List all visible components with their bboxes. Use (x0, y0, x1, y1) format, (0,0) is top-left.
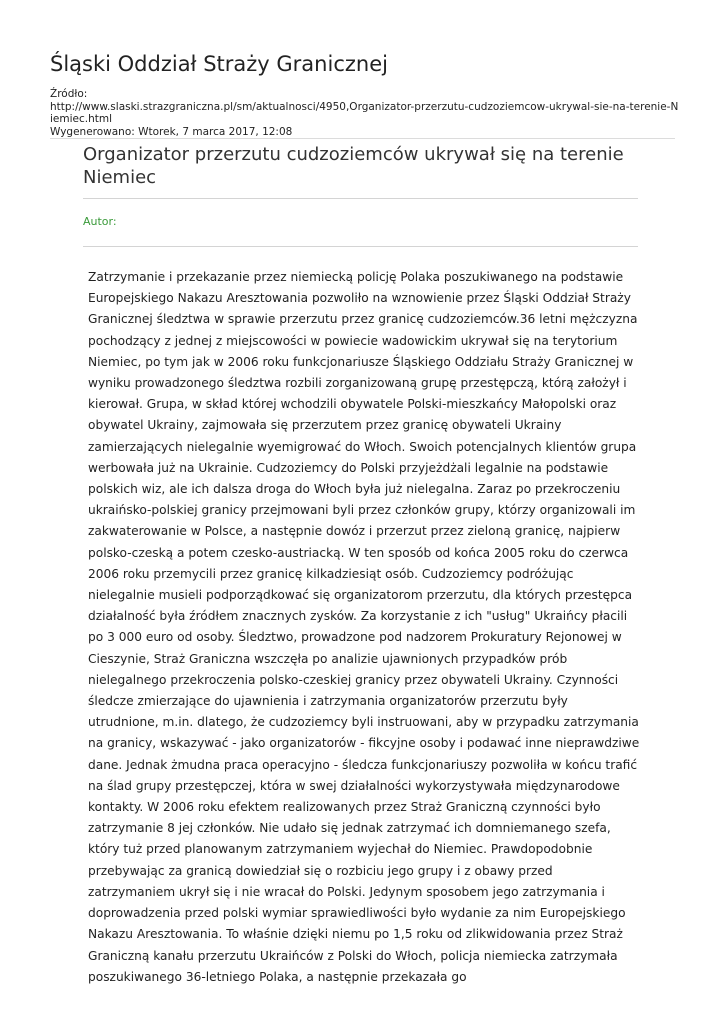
generated-date: Wygenerowano: Wtorek, 7 marca 2017, 12:08 (50, 125, 293, 138)
document-meta (50, 88, 680, 138)
site-title: Śląski Oddział Straży Granicznej (50, 52, 388, 76)
article-title: Organizator przerzutu cudzoziemców ukrywał się na terenie Niemiec (83, 144, 624, 188)
article-body: Zatrzymanie i przekazanie przez niemiecką policję Polaka poszukiwanego na podstawie Europejskiego Nakazu Aresztowania pozwoliło na wznowienie przez Śląski Oddział Straży Granicznej śledztwa w sprawie przerzutu przez granicę cudzoziemców.36 letni mężczyzna pochodzący z jednej z miejscowości w powiecie wadowickim ukrywał się na terytorium Niemiec, po tym jak w 2006 roku funkcjonariusze Śląskiego Oddziału Straży Granicznej w wyniku prowadzonego śledztwa rozbili zorganizowaną grupę przestępczą, którą założył i kierował. Grupa, w skład której wchodzili obywatele Polski-mieszkańcy Małopolski oraz obywatel Ukrainy, zajmowała się przerzutem przez granicę obywateli Ukrainy zamierzających nielegalnie wyemigrować do Włoch. Swoich potencjalnych klientów grupa werbowała już na Ukrainie. Cudzoziemcy do Polski przyjeżdżali legalnie na podstawie polskich wiz, ale ich dalsza droga do Włoch była już nielegalna. Zaraz po przekroczeniu ukraińsko-polskiej granicy przejmowani byli przez członków grupy, którzy organizowali im zakwaterowanie w Polsce, a następnie dowóz i przerzut przez zieloną granicę, najpierw polsko-czeską a potem czesko-austriacką. W ten sposób od końca 2005 roku do czerwca 2006 roku przemycili przez granicę kilkadziesiąt osób. Cudzoziemcy podróżując nielegalnie musieli podporządkować się organizatorom przerzutu, dla których przestępca działalność była źródłem znacznych zysków. Za korzystanie z ich "usług" Ukraińcy płacili po 3 000 euro od osoby. Śledztwo, prowadzone pod nadzorem Prokuratury Rejonowej w Cieszynie, Straż Graniczna wszczęła po analizie ujawnionych przypadków prób nielegalnego przekroczenia polsko-czeskiej granicy przez obywateli Ukrainy. Czynności śledcze zmierzające do ujawnienia i zatrzymania organizatorów przerzutu były utrudnione, m.in. dlatego, że cudzoziemcy byli instruowani, aby w przypadku zatrzymania na granicy, wskazywać - jako organizatorów - fikcyjne osoby i podawać inne nieprawdziwe dane. Jednak żmudna praca operacyjno - śledcza funkcjonariuszy pozwoliła w końcu trafić na ślad grupy przestępczej, która w swej działalności wykorzystywała międzynarodowe kontakty. W 2006 roku efektem realizowanych przez Straż Graniczną czynności było zatrzymanie 8 jej członków. Nie udało się jednak zatrzymać ich domniemanego szefa, który tuż przed planowanym zatrzymaniem wyjechał do Niemiec. Prawdopodobnie przebywając za granicą dowiedział się o rozbiciu jego grupy i z obawy przed zatrzymaniem ukrył się i nie wracał do Polski. Jedynym sposobem jego zatrzymania i doprowadzenia przed polski wymiar sprawiedliwości było wydanie za nim Europejskiego Nakazu Aresztowania. To właśnie dzięki niemu po 1,5 roku od zlikwidowania przez Straż Graniczną kanału przerzutu Ukraińców z Polski do Włoch, policja niemiecka zatrzymała poszukiwanego 36-letniego Polaka, a następnie przekazała go (88, 270, 640, 984)
author-divider (83, 246, 638, 247)
header-divider (50, 138, 675, 139)
source-url[interactable]: http://www.slaski.strazgraniczna.pl/sm/aktualnosci/4950,Organizator-przerzutu-cudzoziemcow-ukrywal-sie-na-terenie-Niemiec.html (50, 100, 679, 125)
title-divider (83, 198, 638, 199)
author-label: Autor: (83, 215, 117, 228)
source-label: Źródło: (50, 88, 88, 100)
